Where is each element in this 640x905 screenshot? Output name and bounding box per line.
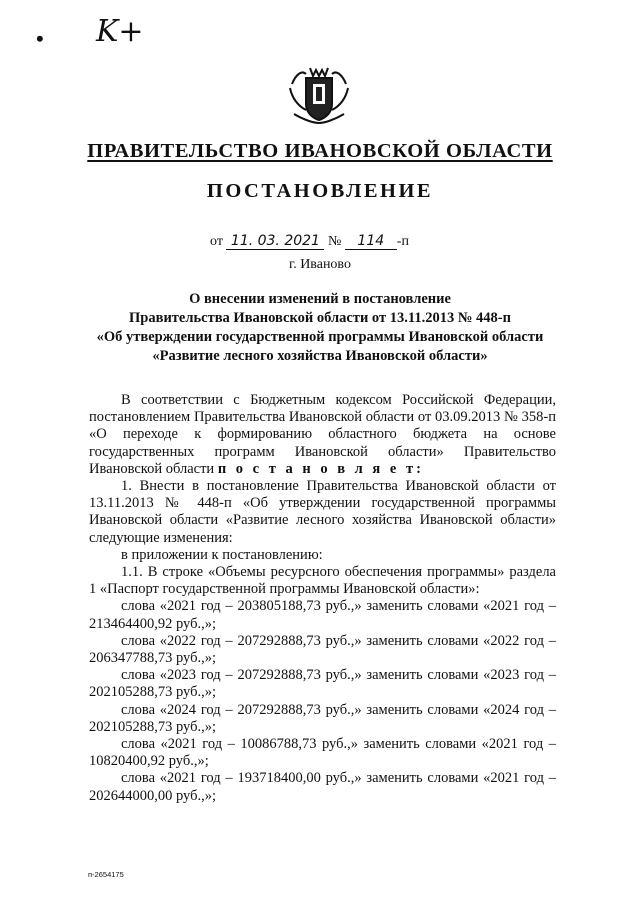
date-prefix: от [210,234,223,249]
item-1-1: 1.1. В строке «Объемы ресурсного обеспечения программы» раздела 1 «Паспорт государственной программы Ивановской области»: [89,564,556,598]
title-line: О внесении изменений в постановление [189,291,451,307]
intro-paragraph: В соответствии с Бюджетным кодексом Российской Федерации, постановлением Правительства Ивановской области от 03.09.2013 № 358-п «О переходе к формированию областного бюджета на основе государственных программ Ивановской области» Правительство Ивановской области п о с т а н о в л я е т: [89,392,556,477]
replacement-item: слова «2022 год – 207292888,73 руб.,» заменить словами «2022 год – 206347788,73 руб.,»; [89,632,556,667]
government-title: ПРАВИТЕЛЬСТВО ИВАНОВСКОЙ ОБЛАСТИ [87,140,553,162]
document-title [60,290,580,366]
number-suffix: -п [396,234,409,249]
replacement-item: слова «2021 год – 10086788,73 руб.,» заменить словами «2021 год – 10820400,92 руб.,»; [89,736,556,770]
decree-word: п о с т а н о в л я е т: [217,460,424,477]
document-body [89,392,556,805]
title-line: «Развитие лесного хозяйства Ивановской области» [152,348,488,364]
item-1: 1. Внести в постановление Правительства Ивановской области от 13.11.2013 № 448-п «Об утверждении государственной программы Ивановской области «Развитие лесного хозяйства Ивановской области» следующие изменения: [89,478,556,546]
ink-dot: • [36,26,44,51]
appendix-line: в приложении к постановлению: [121,546,323,563]
replacement-item: слова «2023 год – 207292888,73 руб.,» заменить словами «2023 год – 202105288,73 руб.,»; [89,667,556,701]
footer-code: п-2654175 [88,870,124,879]
date-number-line [210,233,409,250]
title-line: «Об утверждении государственной программы Ивановской области [96,329,544,345]
coat-of-arms-emblem [284,64,354,126]
replacement-item: слова «2024 год – 207292888,73 руб.,» заменить словами «2024 год – 202105288,73 руб.,»; [89,701,556,735]
city: г. Иваново [289,257,351,272]
replacement-item: слова «2021 год – 193718400,00 руб.,» заменить словами «2021 год – 202644000,00 руб.,»; [89,770,556,804]
handwritten-mark: K+ [96,14,144,49]
document-type: ПОСТАНОВЛЕНИЕ [206,180,434,202]
replacement-item: слова «2021 год – 203805188,73 руб.,» заменить словами «2021 год – 213464400,92 руб.,»; [89,598,556,632]
number-label: № [327,234,342,249]
document-number: 114 [345,233,397,250]
document-date: 11. 03. 2021 [226,233,324,250]
title-line: Правительства Ивановской области от 13.11.2013 № 448-п [129,310,511,326]
